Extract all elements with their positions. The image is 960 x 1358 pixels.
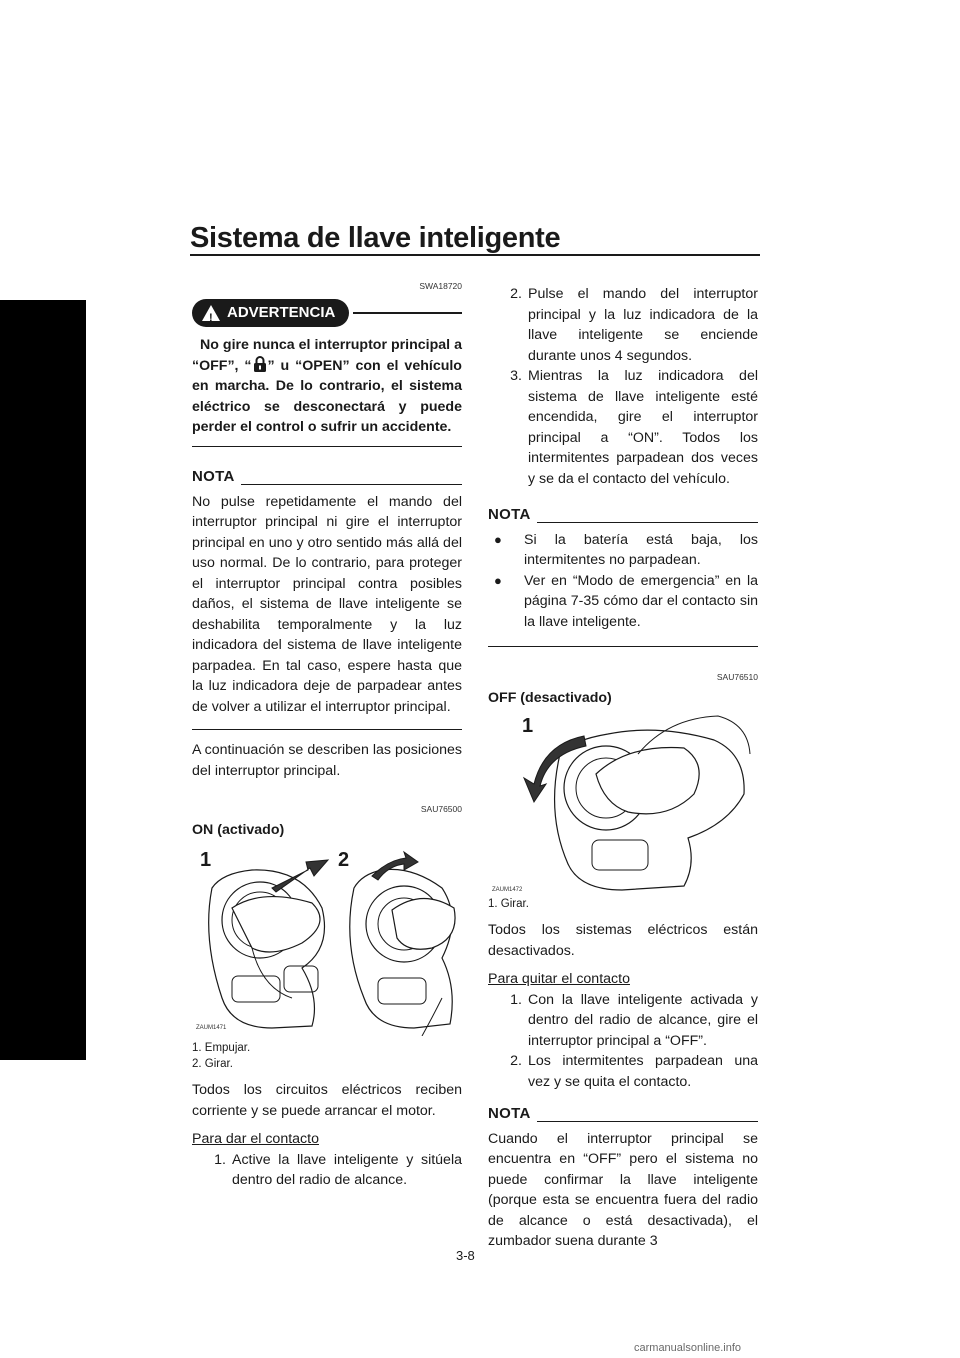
- warning-text: No gire nunca el interruptor principal a “OFF”, “ ” u “OPEN” con el vehículo en marcha. De lo contrario, el sistema eléctrico se desconectará y puede perder el control o sufrir un accidente.: [192, 337, 462, 435]
- list-item: 1. Active la llave inteligente y sitúela dentro del radio de alcance.: [214, 1151, 462, 1188]
- figure-code: ZAUM1471: [196, 1025, 227, 1031]
- page-title: Sistema de llave inteligente: [190, 222, 561, 254]
- list-item: ● Ver en “Modo de emergencia” en la página 7-35 cómo dar el contacto sin la llave inteligente.: [488, 571, 758, 633]
- nota-text: No pulse repetidamente el mando del interruptor principal ni gire el interruptor principal en uno y otro sentido más allá del uso normal. De lo contrario, para proteger el interruptor principal contra posibles daños, el sistema de llave inteligente se deshabilita temporalmente y la luz indicadora del sistema de llave inteligente parpadea. En tal caso, espere hasta que la luz indicadora deje de parpadear antes de volver a utilizar el interruptor principal.: [192, 493, 462, 715]
- figure-caption-1: 1. Empujar.: [192, 1042, 251, 1054]
- intro-text: A continuación se describen las posiciones del interruptor principal.: [192, 742, 462, 779]
- subheading-quitar-contacto: Para quitar el contacto: [488, 971, 630, 987]
- figure-caption-2: 2. Girar.: [192, 1058, 233, 1070]
- warning-code: SWA18720: [419, 281, 462, 291]
- warning-label: ADVERTENCIA: [227, 303, 336, 321]
- subheading-dar-contacto: Para dar el contacto: [192, 1131, 319, 1147]
- nota-header: NOTA: [488, 505, 758, 526]
- nota-end-rule: [192, 729, 462, 730]
- warning-header-rule: [353, 312, 462, 314]
- ignition-push-turn-illustration: [192, 848, 462, 1036]
- off-body-text: Todos los sistemas eléctricos están desactivados.: [488, 922, 758, 959]
- section-code: SAU76510: [716, 672, 758, 682]
- nota-header: NOTA: [192, 467, 462, 488]
- bullet-icon: ●: [494, 531, 502, 547]
- nota-end-rule: [488, 646, 758, 647]
- warning-triangle-icon: !: [202, 305, 220, 321]
- figure-on-position: [192, 848, 462, 1036]
- figure-label-2: 2: [338, 849, 350, 871]
- figure-code: ZAUM1472: [492, 887, 523, 893]
- figure-off-position: [488, 714, 758, 892]
- list-item: 3. Mientras la luz indicadora del sistema de llave inteligente esté encendida, gire el interruptor principal a “ON”. Todos los intermitentes parpadean dos veces y se da el contacto del vehículo.: [510, 368, 758, 487]
- list-item: 1. Con la llave inteligente activada y dentro del radio de alcance, gire el interruptor principal a “OFF”.: [510, 991, 758, 1049]
- list-item: ● Si la batería está baja, los intermitentes no parpadean.: [488, 530, 758, 571]
- section-heading-off: OFF (desactivado): [488, 689, 612, 706]
- title-rule: [190, 254, 760, 256]
- list-item: 2. Los intermitentes parpadean una vez y se quita el contacto.: [510, 1053, 758, 1090]
- figure-caption: 1. Girar.: [488, 898, 529, 910]
- bullet-icon: ●: [494, 572, 502, 588]
- lock-icon: [253, 356, 267, 372]
- section-code: SAU76500: [420, 804, 462, 814]
- section-heading-on: ON (activado): [192, 821, 285, 838]
- warning-header: [192, 299, 462, 328]
- warning-end-rule: [192, 446, 462, 448]
- ignition-turn-off-illustration: [488, 714, 758, 892]
- nota-header: NOTA: [488, 1104, 758, 1125]
- left-column: [192, 276, 462, 1191]
- figure-label-1: 1: [200, 849, 212, 871]
- page-number: 3-8: [456, 1248, 475, 1263]
- list-item: 2. Pulse el mando del interruptor principal y la luz indicadora de la llave inteligente se enciende durante unos 4 segundos.: [510, 286, 758, 364]
- figure-label-1: 1: [522, 715, 534, 737]
- chapter-number: 3: [42, 315, 53, 335]
- chapter-tab: [0, 300, 86, 1060]
- warning-badge: [192, 299, 349, 328]
- nota-text: Cuando el interruptor principal se encuentra en “OFF” pero el sistema no puede confirmar la llave inteligente (porque esta se encuentra fuera del radio de alcance o está desactivada), el zumbador suena durante 3: [488, 1130, 758, 1249]
- right-column: [488, 284, 758, 1252]
- watermark: carmanualsonline.info: [634, 1342, 742, 1354]
- on-body-text: Todos los circuitos eléctricos reciben corriente y se puede arrancar el motor.: [192, 1082, 462, 1119]
